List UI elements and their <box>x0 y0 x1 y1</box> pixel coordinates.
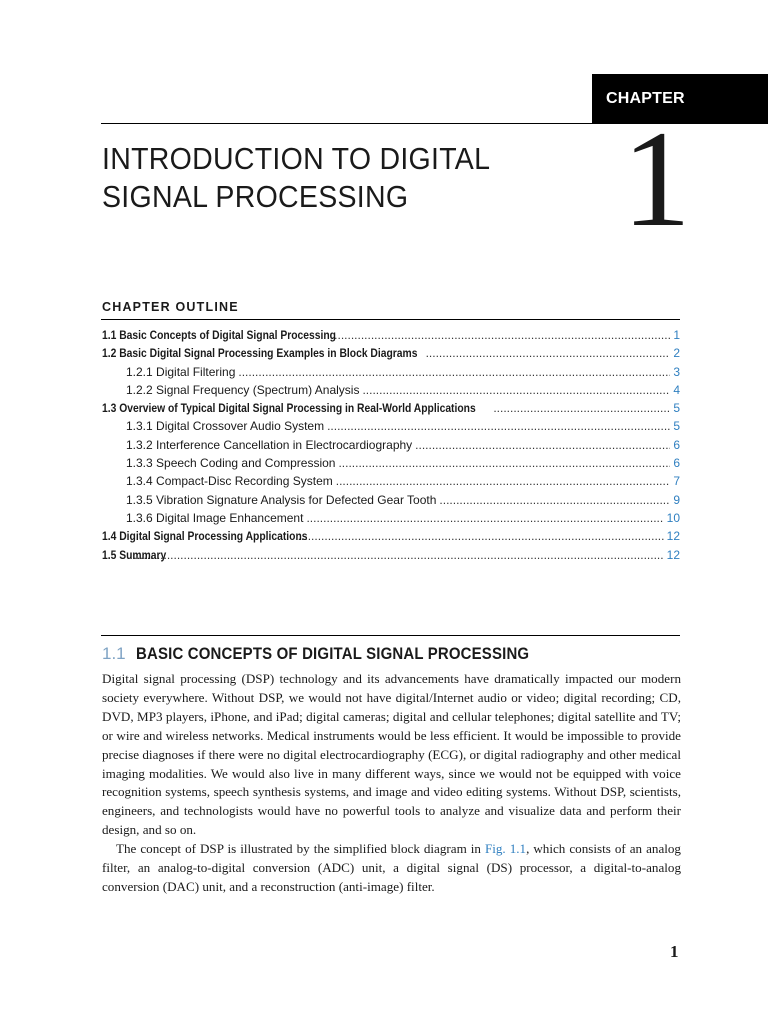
section-number: 1.1 <box>102 644 126 663</box>
toc-page-link[interactable]: 9 <box>673 492 680 507</box>
toc-page-link[interactable]: 1 <box>673 328 680 342</box>
chapter-title-line2: SIGNAL PROCESSING <box>102 179 409 214</box>
toc-page-link[interactable]: 5 <box>673 401 680 416</box>
body-text <box>102 670 681 897</box>
toc-entry-text: 1.5 Summary <box>102 547 167 562</box>
toc-entry-text: 1.3.4 Compact-Disc Recording System <box>126 474 333 489</box>
chapter-title <box>102 140 525 216</box>
toc-entry[interactable] <box>102 472 680 490</box>
toc-leader-dots <box>439 491 670 509</box>
paragraph-2-after: , which consists of an analog filter, an analog-to-digital conversion (ADC) unit, a digital signal (DS) processor, a digital-to-analog conversion (DAC) unit, and a reconstruction (anti-image) filter. <box>102 841 681 894</box>
toc-page-link[interactable]: 7 <box>673 474 680 489</box>
toc-leader-dots <box>426 344 671 362</box>
toc-entry-text: 1.2.2 Signal Frequency (Spectrum) Analysis <box>126 382 360 397</box>
toc-leader-dots <box>415 436 670 454</box>
toc-entry-text: 1.2.1 Digital Filtering <box>126 364 236 379</box>
outline-rule <box>101 319 680 320</box>
paragraph-2-before: The concept of DSP is illustrated by the simplified block diagram in <box>116 841 485 857</box>
toc-entry-text: 1.3.1 Digital Crossover Audio System <box>126 419 325 434</box>
toc-page-link[interactable]: 10 <box>666 510 680 525</box>
toc-leader-dots <box>306 509 663 527</box>
toc-leader-dots <box>327 417 670 435</box>
toc-page-link[interactable]: 2 <box>673 346 680 361</box>
page-number: 1 <box>670 942 679 961</box>
toc-entry[interactable] <box>102 509 680 527</box>
chapter-number: 1 <box>622 102 691 255</box>
toc-entry-text: 1.4 Digital Signal Processing Applications <box>102 529 308 544</box>
toc-entry-text: 1.3 Overview of Typical Digital Signal Processing in Real-World Applications <box>102 401 476 416</box>
toc-page-link[interactable]: 12 <box>666 529 680 544</box>
toc-entry[interactable] <box>102 436 680 454</box>
outline-heading: CHAPTER OUTLINE <box>102 300 239 314</box>
toc-page-link[interactable]: 6 <box>673 437 680 452</box>
toc-entry-text: 1.1 Basic Concepts of Digital Signal Processing <box>102 328 336 342</box>
toc-entry-text: 1.2 Basic Digital Signal Processing Examples in Block Diagrams <box>102 346 418 361</box>
toc-entry-text: 1.3.5 Vibration Signature Analysis for Defected Gear Tooth <box>126 492 437 507</box>
toc-leader-dots <box>493 399 670 417</box>
toc-entry[interactable] <box>102 417 680 435</box>
section-heading <box>102 644 583 664</box>
toc-leader-dots <box>133 546 663 564</box>
chapter-title-line1: INTRODUCTION TO DIGITAL <box>102 141 491 176</box>
toc-entry[interactable] <box>102 546 680 564</box>
chapter-tab: CHAPTER <box>592 74 768 124</box>
toc-leader-dots <box>336 472 671 490</box>
toc-page-link[interactable]: 3 <box>673 364 680 379</box>
table-of-contents <box>102 326 680 564</box>
toc-entry[interactable] <box>102 344 680 362</box>
toc-leader-dots <box>238 363 670 381</box>
toc-entry[interactable] <box>102 399 680 417</box>
toc-entry[interactable] <box>102 454 680 472</box>
toc-leader-dots <box>298 527 664 545</box>
toc-entry[interactable] <box>102 491 680 509</box>
toc-page-link[interactable]: 12 <box>666 547 680 562</box>
paragraph-1: Digital signal processing (DSP) technology and its advancements have dramatically impacted our modern society everywhere. Without DSP, we would not have digital/Internet audio or video; digital recording; CD, DVD, MP3 players, iPhone, and iPad; digital cameras; digital and cellular telephones; digital satellite and TV; or wire and wireless networks. Medical instruments would be less efficient. It would be impossible to provide precise diagnoses if there were no digital electrocardiography (ECG), or digital radiography and other medical imaging modalities. We would also live in many different ways, since we would not be equipped with voice recognition systems, speech synthesis systems, and image and video editing systems. Without DSP, scientists, engineers, and technologists would have no powerful tools to analyze and visualize data and perform their design, and so on. <box>102 671 681 838</box>
toc-entry-text: 1.3.6 Digital Image Enhancement <box>126 510 304 525</box>
section-rule <box>101 635 680 636</box>
toc-page-link[interactable]: 4 <box>673 382 680 397</box>
toc-entry[interactable] <box>102 527 680 545</box>
toc-entry[interactable] <box>102 363 680 381</box>
top-rule <box>101 123 592 124</box>
toc-entry-text: 1.3.2 Interference Cancellation in Electrocardiography <box>126 437 413 452</box>
toc-page-link[interactable]: 5 <box>673 419 680 434</box>
section-title: BASIC CONCEPTS OF DIGITAL SIGNAL PROCESSING <box>135 644 529 663</box>
toc-entry[interactable] <box>102 326 680 344</box>
toc-page-link[interactable]: 6 <box>673 456 680 471</box>
toc-leader-dots <box>331 326 670 344</box>
figure-link[interactable]: Fig. 1.1 <box>484 841 527 857</box>
toc-entry-text: 1.3.3 Speech Coding and Compression <box>126 456 336 471</box>
toc-leader-dots <box>362 381 670 399</box>
paragraph-2 <box>102 840 681 897</box>
toc-entry[interactable] <box>102 381 680 399</box>
toc-leader-dots <box>338 454 670 472</box>
